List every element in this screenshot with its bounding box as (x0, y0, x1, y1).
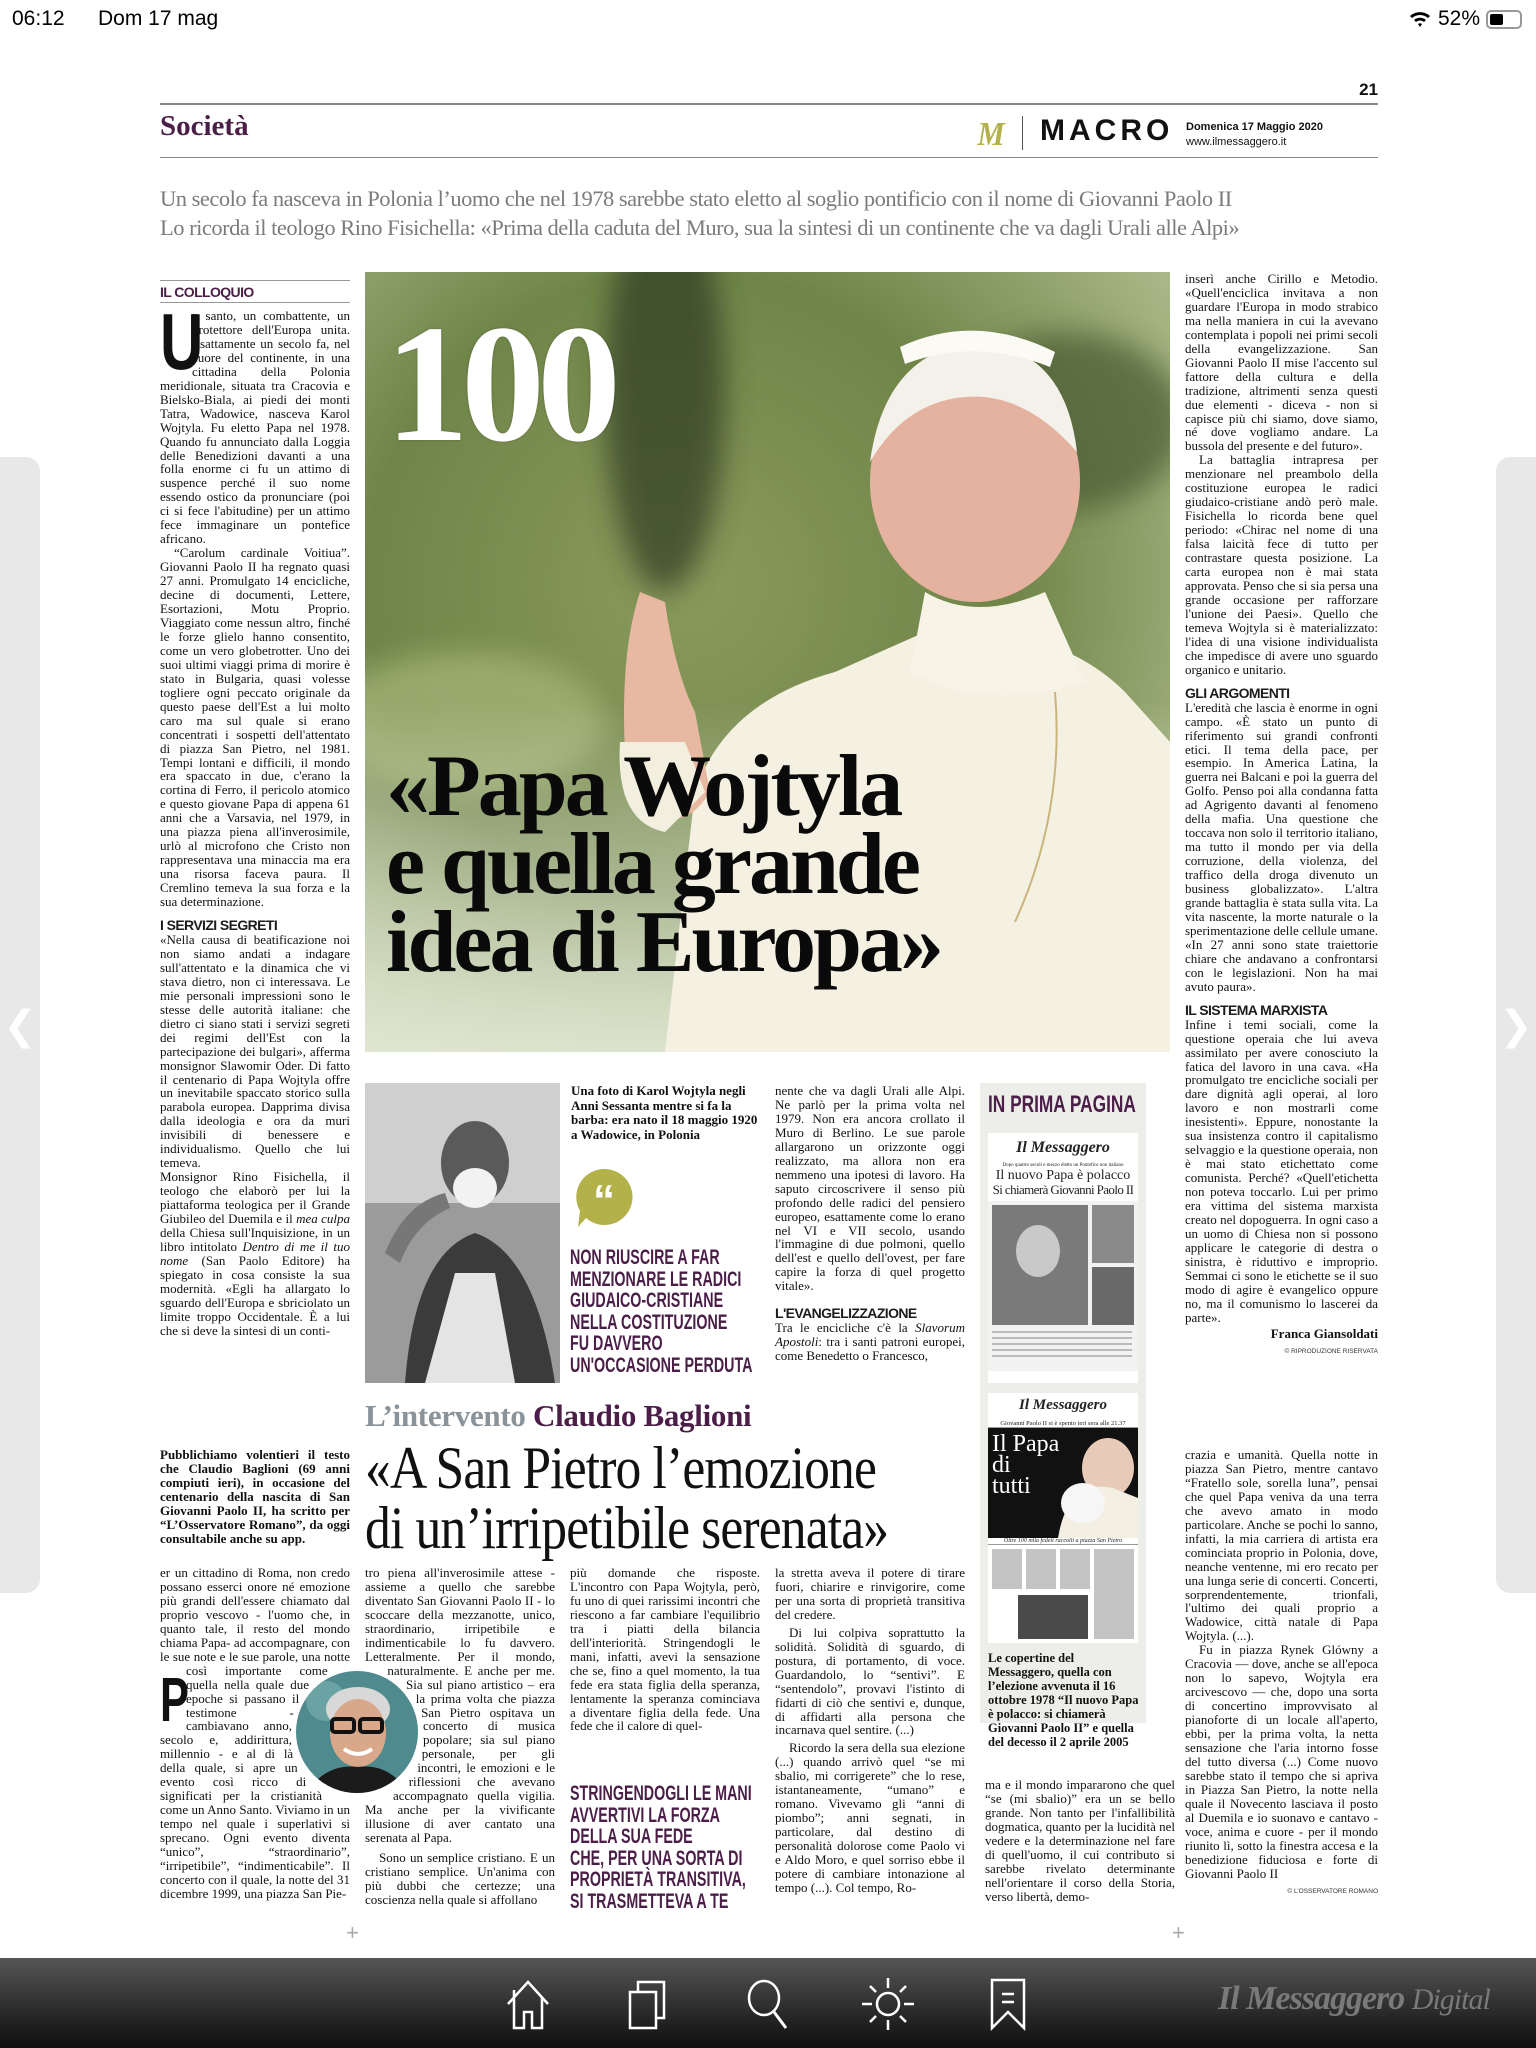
paragraph: er un cittadino di Roma, non credo possano esserci onore né emozione più grandi dell'essere chiamato dal proprio vescovo - l'uomo che, in quanto tale, il resto del mondo chiama Papa- ad accompagnare, con le sue note e le sue parole, una notte così importante come quella nella quale due epoche si passano il testimone - cambiavano anno, secolo e, addirittura, millennio - e al di là della quale, si apre un evento così ricco di significati per la cristianità come un Anno Santo. Viviamo in un tempo nel quale i superlativi si sprecano. Ogni evento diventa “unico”, “straordinario”, “irripetibile”, “indimenticabile”. Il concerto con il quale, la notte del 31 dicembre 1999, una piazza San Pie- (160, 1565, 350, 1901)
divider (160, 157, 1378, 158)
supplement-title: MACRO (1040, 114, 1174, 147)
home-icon[interactable] (500, 1976, 556, 2032)
subtitle-line: Lo ricorda il teologo Rino Fisichella: «Prima della caduta del Muro, sua la sintesi di un continente che va dagli Urali alle Alpi» (160, 215, 1240, 240)
pages-icon[interactable] (620, 1976, 676, 2032)
issue-date: Domenica 17 Maggio 2020 (1186, 121, 1323, 133)
cover-kicker: Dopo quattro secoli e mezzo eletto un Pontefice non italiano (1002, 1163, 1124, 1168)
paragraph: L'eredità che lascia è enorme in ogni campo. «È stato un punto di riferimento sui grandi confronti etici. Il tema della pace, per esempio. In America Latina, la guerra nei Balcani e poi la guerra del Golfo. Penso poi alla condanna fatta ad Agrigento davanti al fenomeno della mafia. Una questione che toccava non solo il territorio italiano, ma tutto il mondo per via della corruzione, della violenza, del traffico della droga divenuto un business globalizzato». L'altra grande battaglia è stata sulla vita. La vita nascente, la morte naturale o la sperimentazione delle cellule umane. «In 27 anni sono state traiettorie chiare che andavano a confrontarsi con le legislazioni. Non ha mai avuto paura». (1185, 699, 1378, 994)
author-signature: Franca Giansoldati (1270, 1325, 1378, 1341)
article-column (775, 1566, 965, 1895)
article-column (1185, 1448, 1378, 1899)
drop-cap: U (160, 297, 204, 386)
centenary-number: 100 (385, 291, 613, 477)
paragraph: Tra le encicliche c'è la Slavorum Apostoli: tra i santi patroni europei, come Benedetto o Francesco, (775, 1320, 965, 1364)
headline-line: di un’irripetibile serenata» (365, 1495, 889, 1561)
cover-headline: Il nuovo Papa è polacco (995, 1168, 1131, 1183)
page-number: 21 (1359, 80, 1378, 99)
crop-mark: + (346, 1920, 359, 1945)
article-subtitle (160, 184, 1380, 242)
headline-line: «Papa Wojtyla (386, 738, 901, 835)
brand-logo: Il Messaggero Digital (1218, 1980, 1490, 2017)
paragraph: «Nella causa di beatificazione noi non siamo andati a indagare sull'attentato e la dinamica che vi stava dietro, non ci interessava. Le mie personali impressioni sono le stesse delle autorità italiane: che dietro ci siano stati i servizi segreti dei regimi dell'Est con la partecipazione dei bulgari», afferma monsignor Slawomir Oder. Di fatto il centenario di Papa Wojtyla offre un inevitabile spaccato storico sulla parabola europea. Dapprima divisa dalla ideologia e ora da muri invisibili di benessere e individualismo. Quello che lui temeva. (160, 931, 350, 1171)
masthead: Il Messaggero (1016, 1139, 1110, 1156)
main-headline (386, 738, 941, 991)
paragraph: Sono un semplice cristiano. E un cristiano semplice. Un'anima con più dubbi che certezze; una coscienza nella quale si affollano (365, 1850, 555, 1907)
battery-percent: 52% (1437, 7, 1480, 30)
paragraph: Infine i temi sociali, come la questione operaia che lui aveva assimilato per avere conosciuto la fatica del lavoro in una cava. «Ha promulgato tre encicliche sociali per dare dignità agli operai, al loro lavoro e non mostrarli come inesistenti». Eppure, nonostante la sua insistenza contro il capitalismo selvaggio e la questione operaia, non è mai stato etichettato come comunista. Perché? «Quell'etichetta non poteva toccarlo. Lui per primo era vittima del sistema marxista creato nel dopoguerra. In ogni caso a un uomo di Chiesa non si possono applicare le categorie di destra o sinistra, è riduttivo e improprio. Semmai ci sono le etichette se il suo modo di agire è evangelico oppure no, ma il comunismo lo lascerei da parte». (1185, 1016, 1378, 1325)
front-pages-box (980, 1083, 1146, 1749)
photo-caption: Una foto di Karol Wojtyla negli Anni Sessanta mentre si fa la barba: era nato il 18 maggio 1920 a Wadowice, in Polonia (571, 1083, 758, 1142)
paragraph: nente che va dagli Urali alle Alpi. Ne parlò per la prima volta nel 1979. Non era ancora crollato il Muro di Berlino. Le sue parole allargarono un orizzonte oggi realizzato, ma allora non era nemmeno una ipotesi di lavoro. Ha saputo circoscrivere il senso più profondo delle radici del pensiero europeo, esattamente come lo erano nel VI e VII secolo, usando l'immagine di due polmoni, quello dell'est e quello dell'ovest, per fare capire la forza di quel progetto vitale». (775, 1083, 965, 1294)
baglioni-portrait (296, 1671, 418, 1793)
article-column (570, 1566, 760, 1733)
subhead: L'EVANGELIZZAZIONE (775, 1305, 917, 1322)
article-column (985, 1778, 1175, 1904)
pull-quote: NON RIUSCIRE A FAR MENZIONARE LE RADICI GIUDAICO-CRISTIANE NELLA COSTITUZIONE FU DAVVERO UN'OCCASIONE PERDUTA (570, 1246, 753, 1377)
status-bar (0, 0, 1536, 40)
shaving-photo (365, 1083, 560, 1383)
paragraph: crazia e umanità. Quella notte in piazza San Pietro, mentre cantavo “Fratello sole, sorella luna”, pensai che quel Papa veniva da una terra che avevo amato in modo particolare. Anche se pochi lo sanno, infatti, la mia carriera di artista era cominciata proprio in Polonia, dove, neanche ventenne, mi ero recato per una lunga serie di concerti. Concerti, sorprendentemente, trionfali, l'ultimo dei quali proprio a Wadowice, città natale di Papa Wojtyla. (...). (1185, 1447, 1378, 1644)
speech-bubble-quote-icon (572, 1165, 636, 1234)
status-time: 06:12 (12, 7, 65, 30)
paragraph: “Carolum cardinale Voitiua”. Giovanni Paolo II ha regnato quasi 27 anni. Promulgato 14 encicliche, decine di documenti, Lettere, Esortazioni, Motu Proprio. Viaggiato come nessun altro, finché le forze glielo hanno consentito, come un vero globetrotter. Uno dei suoi ultimi viaggi prima di morire è stato in Bulgaria, quasi volesse togliere ogni peccato originale da questo paese dell'Est a lui molto caro ma sul quale si erano concentrati i sospetti dell'attentato di piazza San Pietro, nel 1981. Tempi lontani e difficili, il mondo era spaccato in due, c'erano la cortina di Ferro, il pericolo atomico e questo giovane Papa di appena 61 anni che a Varsavia, nel 1979, in una piazza piena all'inverosimile, urlò al microfono che Cristo non rappresentava una minaccia ma era una risorsa faceva paura. Il Cremlino temeva la sua forza e la sua determinazione. (160, 545, 350, 910)
website: www.ilmessaggero.it (1186, 136, 1287, 148)
search-icon[interactable] (740, 1976, 796, 2032)
headline-line: idea di Europa» (386, 894, 941, 991)
front-page-2005[interactable] (988, 1393, 1138, 1643)
subhead: IL SISTEMA MARXISTA (1185, 1001, 1328, 1018)
status-date: Dom 17 mag (98, 7, 219, 30)
messaggero-logo: M (977, 116, 1005, 153)
masthead: Il Messaggero (1019, 1397, 1107, 1413)
issue-info (1186, 120, 1323, 150)
subhead: GLI ARGOMENTI (1185, 684, 1290, 701)
subhead: I SERVIZI SEGRETI (160, 916, 278, 933)
headline-line: «A San Pietro l’emozione (365, 1435, 877, 1501)
drop-cap: P (160, 1666, 189, 1735)
crop-mark: + (1172, 1920, 1185, 1945)
chevron-right-icon: ❯ (1499, 1002, 1533, 1048)
copyright: © L’OSSERVATORE ROMANO (1287, 1887, 1378, 1895)
chevron-left-icon: ❮ (3, 1002, 37, 1048)
svg-text:“: “ (593, 1176, 615, 1225)
cover-subhead: Oltre 100 mila fedeli raccolti a piazza San Pietro (988, 1538, 1138, 1545)
box-title: IN PRIMA PAGINA (988, 1091, 1136, 1118)
paragraph: La battaglia intrapresa per menzionare nel preambolo della costituzione europea le radici giudaico-cristiane andò però male. Fisichella lo ricorda bene quel periodo: «Chirac nel nome di una falsa laicità fece di tutto per contrastare questa posizione. La carta europea non è mai stata approvata. Penso che si sia persa una grande occasione per rafforzare l'unione dei Paesi». Quello che temeva Wojtyla si è materializzato: l'idea di una visione individualista che impedisce di avere uno sguardo organico e unitario. (1185, 452, 1378, 677)
headline-line: e quella grande (386, 816, 918, 913)
paragraph: Di lui colpiva soprattutto la solidità. Solidità di sguardo, di postura, di portamento, di voce. Guardandolo, lo “sentivi”. E “sentendolo”, provavi l'istinto di fidarti di ciò che sentivi e, dunque, di affidarti alla persona che incarnava quel sentire. (...) (775, 1624, 965, 1738)
box-caption: Le copertine del Messaggero, quella con l’elezione avvenuta il 16 ottobre 1978 “Il nuovo Papa è polacco: si chiamerà Giovanni Paolo II” e quella del decesso il 2 aprile 2005 (988, 1651, 1139, 1749)
brightness-icon[interactable] (860, 1976, 916, 2032)
copyright: © RIPRODUZIONE RISERVATA (1284, 1347, 1378, 1355)
section-label: IL COLLOQUIO (160, 284, 254, 300)
pull-quote: STRINGENDOGLI LE MANI AVVERTIVI LA FORZA DELLA SUA FEDE CHE, PER UNA SORTA DI PROPRIETÀ TRANSITIVA, SI TRASMETTEVA A TE (570, 1782, 752, 1913)
previous-page-button[interactable] (0, 457, 40, 1593)
bookmark-icon[interactable] (980, 1976, 1036, 2032)
article-headline (365, 1435, 889, 1561)
paragraph: tro piena all'inverosimile attese - assieme a quello che sarebbe diventato San Giovanni Paolo II - lo scoccare della mezzanotte, unico, straordinario, irripetibile e indimenticabile lo fu davvero. Letteralmente. Per il mondo, naturalmente. E anche per me. Sia sul piano artistico – era la prima volta che piazza San Pietro ospitava un concerto di musica popolare; sia sul piano personale, per gli incontri, le emozioni e le riflessioni che avevano accompagnato quella vigilia. Ma anche per la vivificante illusione di aver cantato una serenata al Papa. (365, 1565, 555, 1846)
article-column (1185, 272, 1378, 1359)
battery-icon (1486, 10, 1522, 29)
paragraph: Monsignor Rino Fisichella, il teologo che elaborò per lui la piattaforma teologica per il Grande Giubileo del Duemila e il mea culpa della Chiesa sull'Inquisizione, in un libro intitolato Dentro di me il tuo nome (San Paolo Editore) ha spiegato in cosa consiste la sua modernità. «Egli ha allargato lo sguardo dell'Europa e sbriciolato un limite troppo Occidentale. È a lui che si deve la sintesi di un conti- (160, 1169, 350, 1338)
cover-headline: Il Papa di tutti (992, 1431, 1060, 1499)
article-column (160, 280, 350, 1338)
article-column (775, 1084, 965, 1363)
paragraph: inserì anche Cirillo e Metodio. «Quell'enciclica invitava a non guardare l'Europa in modo strabico ma nella maniera in cui la avevano contemplata i popoli nei primi secoli della evangelizzazione. San Giovanni Paolo II mise l'accento sul fattore della cultura e della tradizione, altrimenti senza questi due elementi - diceva - non si capisce più chi siamo, dove siamo, né dove vogliamo andare. La bussola del presente e del futuro». (1185, 271, 1378, 454)
paragraph: Fu in piazza Rynek Glówny a Cracovia — dove, anche se all'epoca non lo sapevo, Wojtyla era arcivescovo — che, dopo una sorta di concertino improvvisato al pianoforte di un locale all'aperto, ebbi, per la prima volta, la netta sensazione che l'aria intorno fosse del tutto diversa (...) Come nuovo sarebbe stato il tempo che si apriva in Piazza San Pietro, la notte nella quale il Novecento lasciava il posto al Duemila e io suonavo e cantavo - voce, anima e cuore - per il mondo riunito lì, sotto la finestra accesa e la benedizione fiduciosa e forte di Giovanni Paolo II (1185, 1642, 1378, 1881)
cover-kicker: Giovanni Paolo II si è spento ieri sera alle 21.37 (988, 1420, 1138, 1428)
paragraph: più domande che risposte. L'incontro con Papa Wojtyla, però, fu uno di quei rarissimi incontri che riescono a far cambiare l'equilibrio tra i piatti della bilancia dell'interiorità. Stringendogli le mani, infatti, avevi la sensazione che se, fino a quel momento, la tua fede era stata figlia della speranza, lentamente la speranza cominciava a diventare figlia della fede. Una fede che il calore di quel- (570, 1565, 760, 1734)
wifi-icon (1408, 9, 1432, 29)
reader-toolbar (0, 1958, 1536, 2048)
kicker: L’intervento Claudio Baglioni (365, 1398, 752, 1433)
cover-headline: Si chiamerà Giovanni Paolo II (992, 1182, 1134, 1197)
front-page-1978[interactable] (988, 1133, 1138, 1383)
paragraph: la stretta aveva il potere di tirare fuori, chiarire e rinvigorire, come per una sorta di proprietà transitiva del credere. (775, 1565, 965, 1622)
article-intro: Pubblichiamo volentieri il testo che Claudio Baglioni (69 anni compiuti ieri), in occasione del centenario della nascita di San Giovanni Paolo II, ha scritto per “L’Osservatore Romano”, da oggi consultabile anche su app. (160, 1447, 350, 1546)
section-title: Società (160, 110, 249, 142)
subtitle-line: Un secolo fa nasceva in Polonia l’uomo che nel 1978 sarebbe stato eletto al soglio pontificio con il nome di Giovanni Paolo II (160, 186, 1232, 211)
paragraph: n santo, un combattente, un protettore dell'Europa unita. Esattamente un secolo fa, nel cuore del continente, in una cittadina della Polonia meridionale, situata tra Cracovia e Bielsko-Biala, ai piedi dei monti Tatra, Wadowice, nasceva Karol Wojtyla. Fu eletto Papa nel 1978. Quando fu annunciato dalla Loggia delle Benedizioni davanti a una folla enorme ci fu un attimo di suspence perché il suo nome essendo ostico da pronunciare (poi ci si fece l'abitudine) per un attimo fece immaginare un pontefice africano. (160, 308, 350, 547)
divider (160, 103, 1378, 105)
divider (1022, 116, 1023, 150)
paragraph: Ricordo la sera della sua elezione (...) quando arrivò quel “se mi sbalio, mi corrigerete” che lo rese, istantaneamente, “umano” e romano. Vivevamo gli “anni di piombo”; anni segnati, in particolare, dal destino di personalità dolorose come Paolo vi e Aldo Moro, e quel sorriso ebbe il potere di cambiare intonazione al tempo (...). Col tempo, Ro- (775, 1740, 965, 1895)
next-page-button[interactable] (1496, 457, 1536, 1593)
paragraph: ma e il mondo impararono che quel “se (mi sbalio)” era un se bello grande. Non tanto per l'infallibilità dogmatica, quanto per la lucidità nel vedere e la determinazione nel fare di quell'uomo, il cui contributo si sarebbe rivelato determinante nell'orientare il corso della Storia, verso libertà, demo- (985, 1777, 1175, 1904)
